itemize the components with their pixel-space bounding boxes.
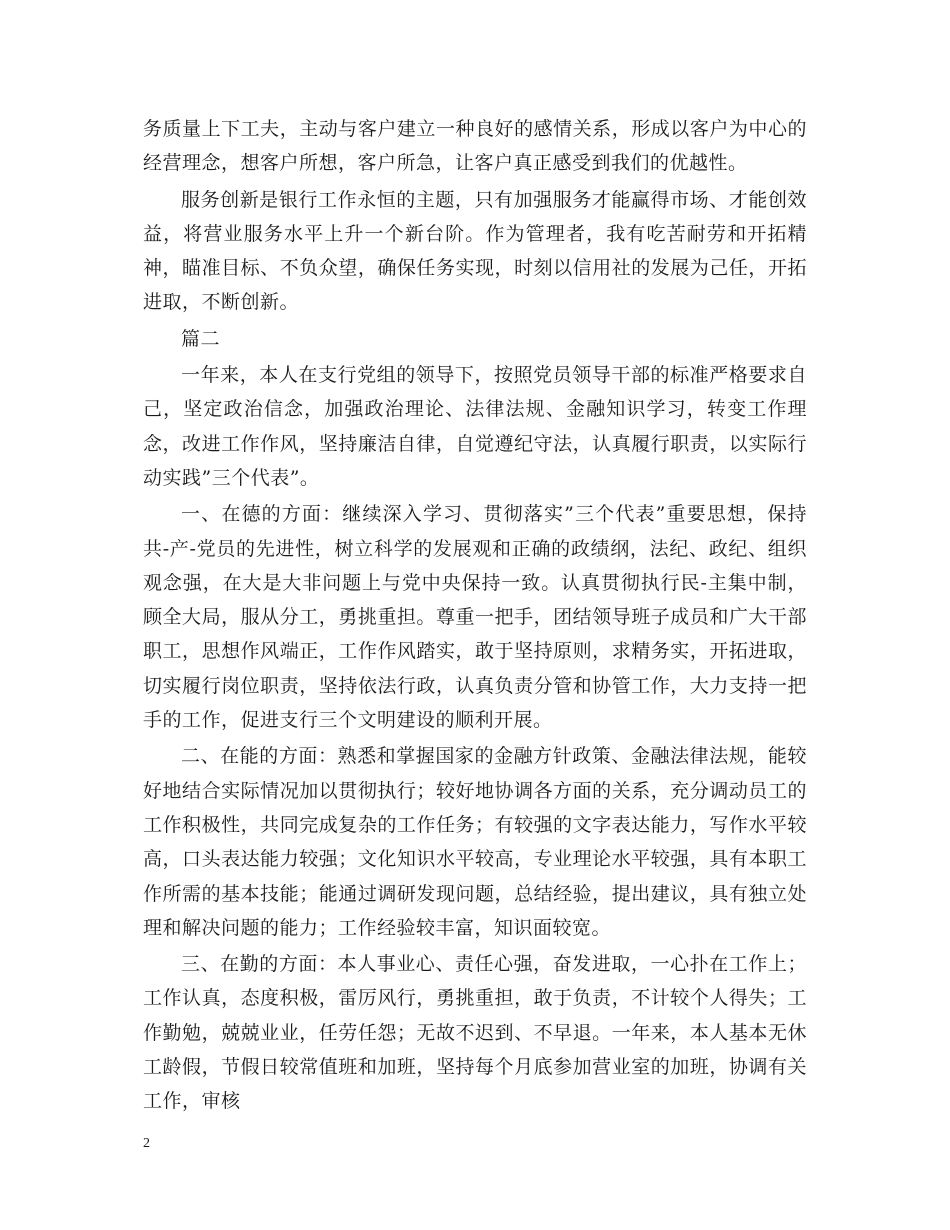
paragraph-intro: 一年来，本人在支行党组的领导下，按照党员领导干部的标准严格要求自己，坚定政治信念，加强政治理论、法律法规、金融知识学习，转变工作理念，改进工作作风，坚持廉洁自律，自觉遵纪守法，认真履行职责，以实际行动实践”三个代表”。	[143, 364, 807, 489]
paragraph-morality: 一、在德的方面：继续深入学习、贯彻落实”三个代表”重要思想，保持共-产-党员的先进性，树立科学的发展观和正确的政绩纲，法纪、政纪、组织观念强，在大是大非问题上与党中央保持一致。认真贯彻执行民-主集中制，顾全大局，服从分工，勇挑重担。尊重一把手，团结领导班子成员和广大干部职工，思想作风端正，工作作风踏实，敢于坚持原则，求精务实，开拓进取，切实履行岗位职责，坚持依法行政，认真负责分管和协管工作，大力支持一把手的工作，促进支行三个文明建设的顺利开展。	[143, 503, 807, 732]
document-body	[143, 112, 807, 1121]
paragraph-ability: 二、在能的方面：熟悉和掌握国家的金融方针政策、金融法律法规，能较好地结合实际情况加以贯彻执行；较好地协调各方面的关系，充分调动员工的工作积极性，共同完成复杂的工作任务；有较强的文字表达能力，写作水平较高，口头表达能力较强；文化知识水平较高，专业理论水平较强，具有本职工作所需的基本技能；能通过调研发现问题，总结经验，提出建议，具有独立处理和解决问题的能力；工作经验较丰富，知识面较宽。	[143, 745, 807, 939]
paragraph-diligence: 三、在勤的方面：本人事业心、责任心强，奋发进取，一心扑在工作上；工作认真，态度积极，雷厉风行，勇挑重担，敢于负责，不计较个人得失；工作勤勉，兢兢业业，任劳任怨；无故不迟到、不早退。一年来，本人基本无休工龄假，节假日较常值班和加班，坚持每个月底参加营业室的加班，协调有关工作，审核	[143, 953, 807, 1113]
paragraph-continuation: 务质量上下工夫，主动与客户建立一种良好的感情关系，形成以客户为中心的经营理念，想客户所想，客户所急，让客户真正感受到我们的优越性。	[143, 118, 807, 175]
page-number: 2	[143, 1136, 150, 1151]
paragraph-service-innovation: 服务创新是银行工作永恒的主题，只有加强服务才能赢得市场、才能创效益，将营业服务水平上升一个新台阶。作为管理者，我有吃苦耐劳和开拓精神，瞄准目标、不负众望，确保任务实现，时刻以信用社的发展为己任，开拓进取，不断创新。	[143, 188, 807, 314]
section-heading-part-two: 篇二	[181, 327, 221, 350]
